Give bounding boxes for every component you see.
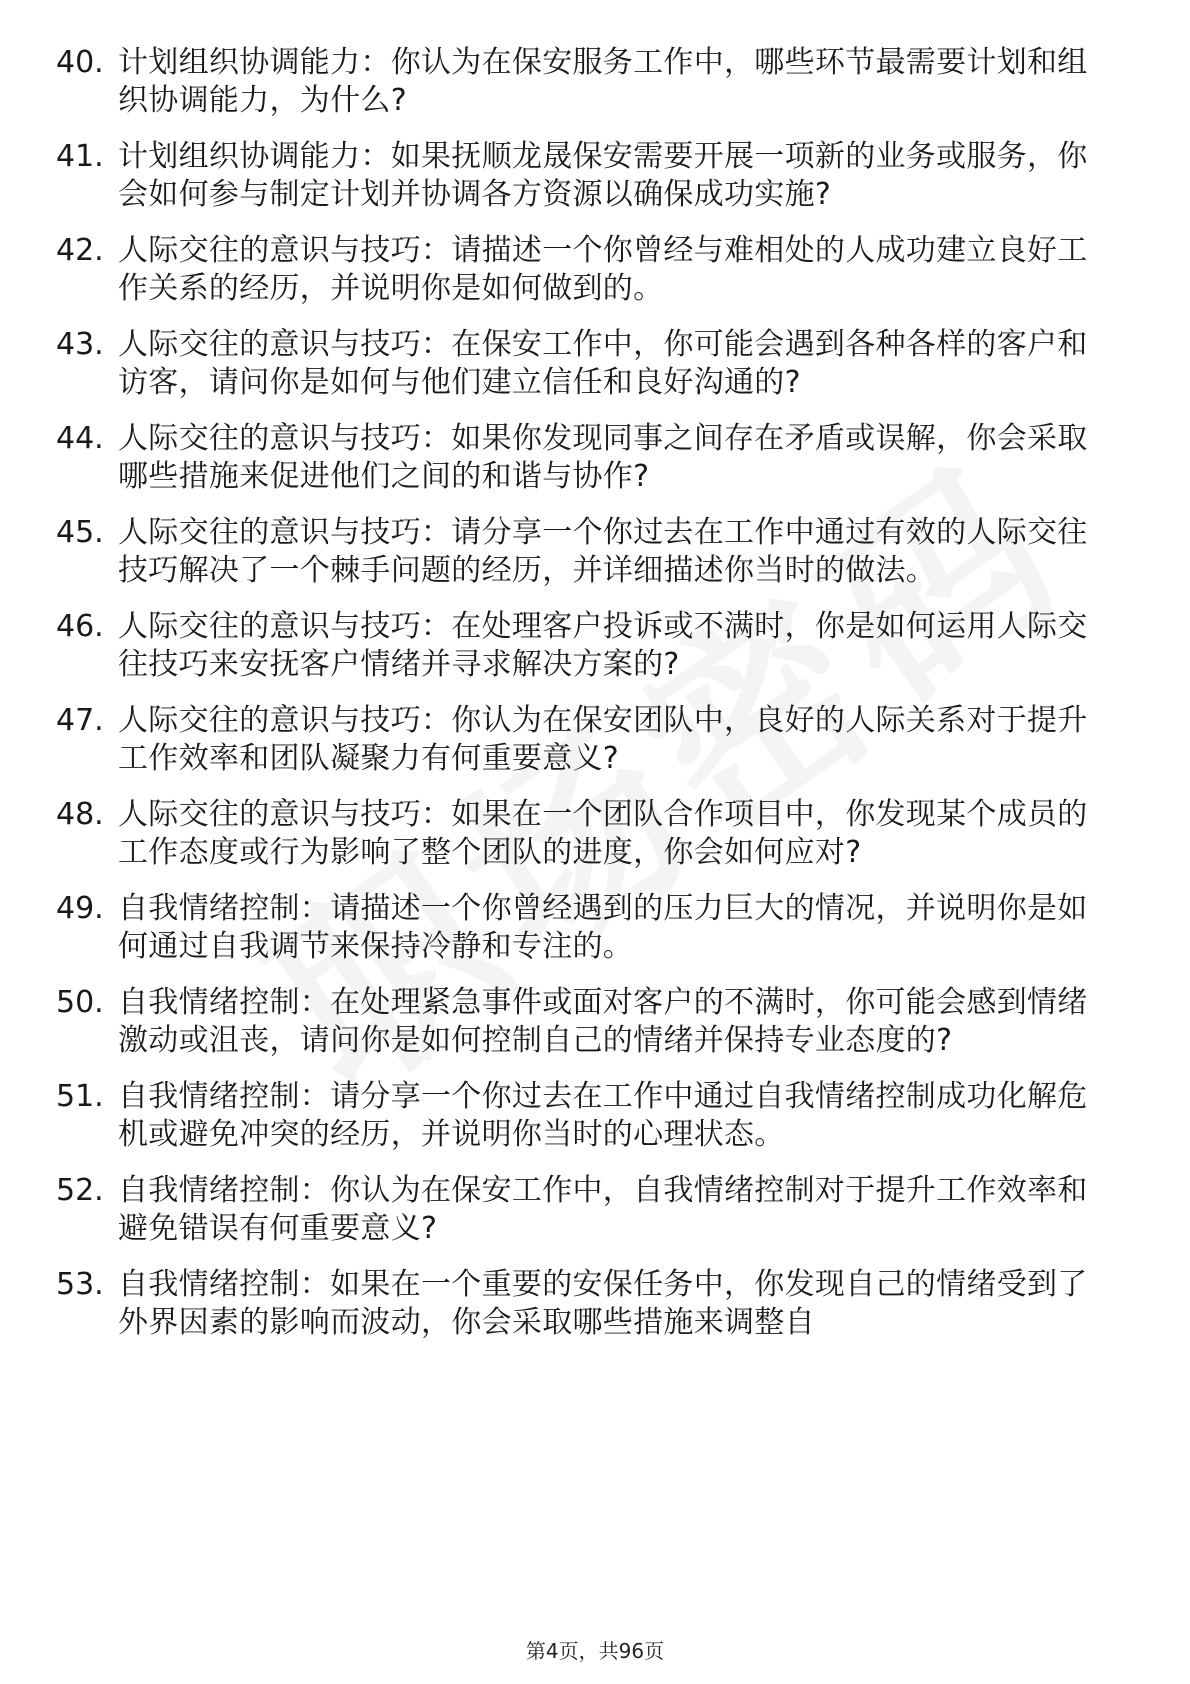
page-number-label: 第4页，共96页	[525, 1639, 665, 1663]
question-number: 49.	[56, 891, 104, 926]
question-number: 45.	[56, 515, 104, 550]
question-number: 47.	[56, 703, 104, 738]
question-item	[56, 514, 1116, 590]
question-text: 人际交往的意识与技巧：如果你发现同事之间存在矛盾或误解，你会采取哪些措施来促进他们之间的和谐与协作?	[118, 421, 1088, 494]
question-item	[56, 984, 1116, 1060]
question-list	[56, 44, 1116, 1360]
question-number: 44.	[56, 421, 104, 456]
question-number: 48.	[56, 797, 104, 832]
question-text: 自我情绪控制：请描述一个你曾经遇到的压力巨大的情况，并说明你是如何通过自我调节来保持冷静和专注的。	[118, 891, 1088, 964]
question-item	[56, 1078, 1116, 1154]
question-text: 人际交往的意识与技巧：在保安工作中，你可能会遇到各种各样的客户和访客，请问你是如何与他们建立信任和良好沟通的?	[118, 327, 1088, 400]
question-item	[56, 326, 1116, 402]
question-item	[56, 702, 1116, 778]
question-text: 自我情绪控制：请分享一个你过去在工作中通过自我情绪控制成功化解危机或避免冲突的经历，并说明你当时的心理状态。	[118, 1079, 1088, 1152]
question-text: 自我情绪控制：如果在一个重要的安保任务中，你发现自己的情绪受到了外界因素的影响而波动，你会采取哪些措施来调整自	[118, 1267, 1088, 1340]
question-number: 50.	[56, 985, 104, 1020]
question-item	[56, 138, 1116, 214]
question-text: 人际交往的意识与技巧：如果在一个团队合作项目中，你发现某个成员的工作态度或行为影响了整个团队的进度，你会如何应对?	[118, 797, 1088, 870]
question-text: 计划组织协调能力：你认为在保安服务工作中，哪些环节最需要计划和组织协调能力，为什么?	[118, 45, 1088, 118]
question-text: 人际交往的意识与技巧：请分享一个你过去在工作中通过有效的人际交往技巧解决了一个棘手问题的经历，并详细描述你当时的做法。	[118, 515, 1088, 588]
question-number: 53.	[56, 1267, 104, 1302]
question-text: 人际交往的意识与技巧：你认为在保安团队中，良好的人际关系对于提升工作效率和团队凝聚力有何重要意义?	[118, 703, 1088, 776]
question-number: 42.	[56, 233, 104, 268]
question-number: 43.	[56, 327, 104, 362]
page-footer	[0, 1638, 1190, 1664]
question-number: 52.	[56, 1173, 104, 1208]
question-item	[56, 608, 1116, 684]
question-number: 40.	[56, 45, 104, 80]
question-text: 人际交往的意识与技巧：请描述一个你曾经与难相处的人成功建立良好工作关系的经历，并说明你是如何做到的。	[118, 233, 1088, 306]
question-text: 人际交往的意识与技巧：在处理客户投诉或不满时，你是如何运用人际交往技巧来安抚客户情绪并寻求解决方案的?	[118, 609, 1088, 682]
question-item	[56, 232, 1116, 308]
question-item	[56, 44, 1116, 120]
question-item	[56, 890, 1116, 966]
question-text: 计划组织协调能力：如果抚顺龙晟保安需要开展一项新的业务或服务，你会如何参与制定计划并协调各方资源以确保成功实施?	[118, 139, 1088, 212]
question-item	[56, 420, 1116, 496]
question-number: 51.	[56, 1079, 104, 1114]
question-item	[56, 796, 1116, 872]
question-text: 自我情绪控制：在处理紧急事件或面对客户的不满时，你可能会感到情绪激动或沮丧，请问你是如何控制自己的情绪并保持专业态度的?	[118, 985, 1088, 1058]
question-item	[56, 1266, 1116, 1342]
question-number: 41.	[56, 139, 104, 174]
question-number: 46.	[56, 609, 104, 644]
question-text: 自我情绪控制：你认为在保安工作中，自我情绪控制对于提升工作效率和避免错误有何重要意义?	[118, 1173, 1088, 1246]
question-item	[56, 1172, 1116, 1248]
